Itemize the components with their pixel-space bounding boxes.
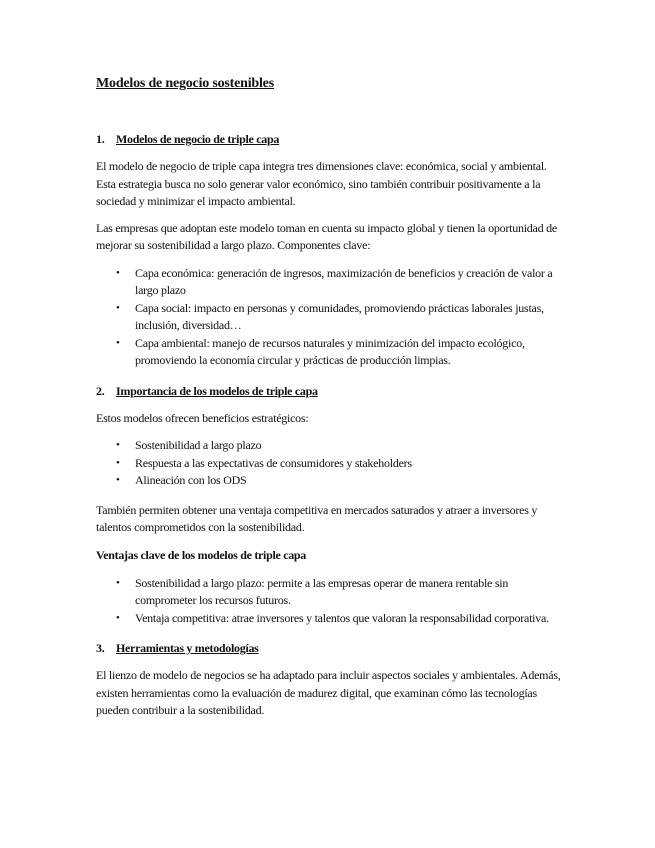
list-item: • Sostenibilidad a largo plazo bbox=[96, 437, 566, 455]
subheading: Ventajas clave de los modelos de triple capa bbox=[96, 547, 307, 562]
bullet-icon: • bbox=[116, 576, 120, 589]
list-item: • Ventaja competitiva: atrae inversores y talentos que valoran la responsabilidad corporativa. bbox=[96, 610, 566, 628]
section-number: 1. bbox=[96, 132, 105, 146]
list-item: • Capa ambiental: manejo de recursos naturales y minimización del impacto ecológico, promoviendo la economía circular y prácticas de producción limpias. bbox=[116, 335, 525, 367]
section-number: 3. bbox=[96, 641, 105, 655]
paragraph: Estos modelos ofrecen beneficios estratégicos: bbox=[96, 410, 309, 425]
list-item: • Capa económica: generación de ingresos, maximización de beneficios y creación de valor a largo plazo bbox=[116, 265, 553, 297]
bullet-icon: • bbox=[116, 266, 120, 279]
list-item: • Alineación con los ODS bbox=[96, 472, 566, 490]
bullet-list bbox=[96, 437, 566, 490]
bullet-icon: • bbox=[116, 301, 120, 314]
paragraph: También permiten obtener una ventaja competitiva en mercados saturados y atraer a inversores y talentos comprometidos con la sostenibilidad. bbox=[96, 502, 538, 534]
bullet-list bbox=[96, 265, 566, 370]
document-body bbox=[96, 76, 566, 729]
section-title: Modelos de negocio de triple capa bbox=[116, 132, 280, 146]
bullet-icon: • bbox=[116, 474, 120, 486]
bullet-icon: • bbox=[116, 439, 120, 451]
bullet-icon: • bbox=[116, 456, 120, 469]
paragraph: Las empresas que adoptan este modelo toman en cuenta su impacto global y tienen la oportunidad de mejorar su sostenibilidad a largo plazo. Componentes clave: bbox=[96, 220, 557, 252]
list-item: • Respuesta a las expectativas de consumidores y stakeholders bbox=[96, 455, 566, 473]
list-item: • Sostenibilidad a largo plazo: permite a las empresas operar de manera rentable sin comprometer los recursos futuros. bbox=[116, 575, 509, 607]
document-title: Modelos de negocio sostenibles bbox=[96, 76, 274, 91]
bullet-icon: • bbox=[116, 336, 120, 349]
list-item: • Capa social: impacto en personas y comunidades, promoviendo prácticas laborales justas, inclusión, diversidad… bbox=[116, 300, 544, 332]
section-title: Herramientas y metodologías bbox=[116, 641, 259, 655]
section-number: 2. bbox=[96, 383, 105, 398]
section-heading-2 bbox=[96, 384, 566, 399]
section-title: Importancia de los modelos de triple capa bbox=[116, 383, 318, 398]
bullet-list bbox=[96, 575, 566, 628]
paragraph: El modelo de negocio de triple capa integra tres dimensiones clave: económica, social y ambiental. Esta estrategia busca no solo generar valor económico, sino también contribuir positivamente a la sociedad y minimizar el impacto ambiental. bbox=[96, 159, 547, 208]
paragraph: El lienzo de modelo de negocios se ha adaptado para incluir aspectos sociales y ambientales. Además, existen herramientas como la evaluación de madurez digital, que examinan cómo las tecnologías pueden contribuir a la sostenibilidad. bbox=[96, 668, 561, 717]
section-heading-1 bbox=[96, 132, 566, 147]
section-heading-3 bbox=[96, 641, 566, 656]
bullet-icon: • bbox=[116, 611, 120, 624]
